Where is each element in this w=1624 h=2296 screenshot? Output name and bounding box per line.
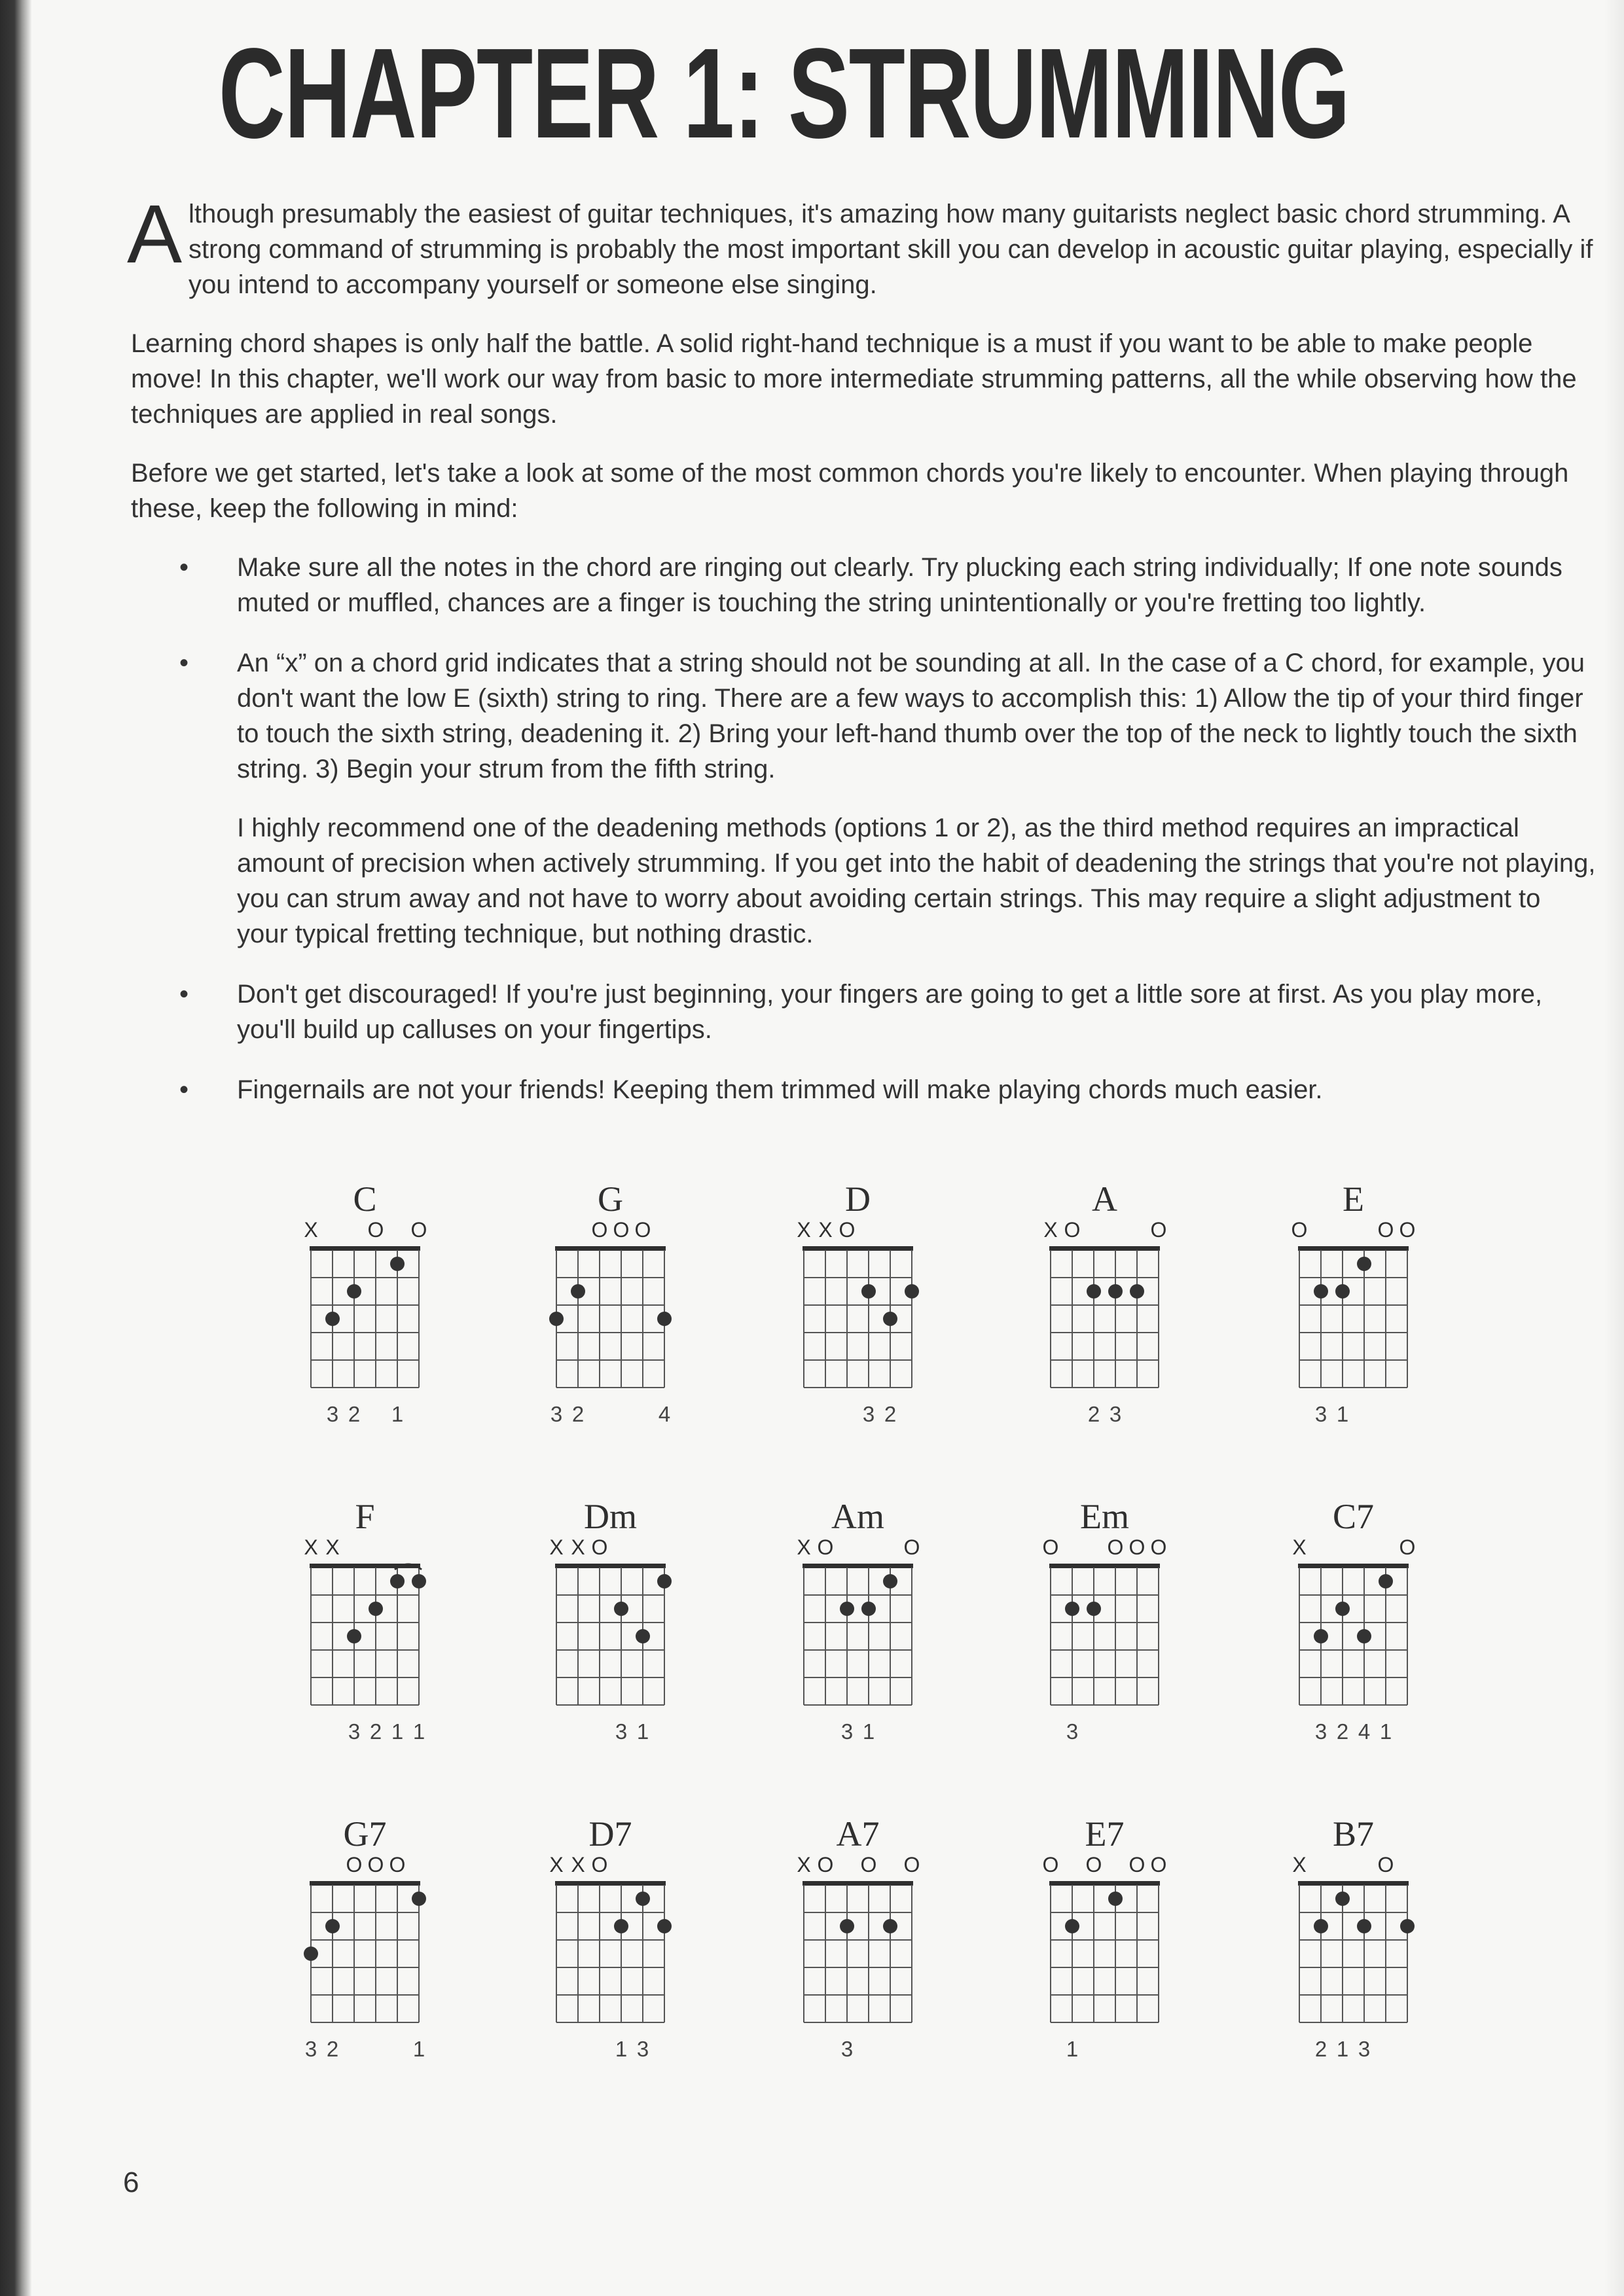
finger-dot bbox=[390, 1257, 405, 1271]
chord-name: Dm bbox=[584, 1497, 637, 1536]
fingering-number: 1 bbox=[412, 2037, 425, 2061]
tips-list-item-followup: I highly recommend one of the deadening methods (options 1 or 2), as the third method requires an impractical amount of precision when actively strumming. If you get into the habit of deadening the strings that you're not playing, you can strum away and not have to worry about avoiding certain strings. This may require a slight adjustment to your typical fretting technique, but nothing drastic. bbox=[237, 814, 1596, 948]
chord-nut bbox=[1049, 1564, 1160, 1568]
fingering-number: 3 bbox=[636, 2037, 649, 2061]
chord-diagram bbox=[304, 1497, 426, 1744]
muted-string-marker: X bbox=[1292, 1853, 1307, 1876]
finger-dot bbox=[883, 1574, 897, 1588]
fingering-number: 1 bbox=[1379, 1719, 1392, 1744]
chord-name: A bbox=[1092, 1179, 1117, 1219]
chord-diagram bbox=[1291, 1179, 1416, 1426]
fingering-number: 3 bbox=[840, 1719, 854, 1744]
finger-dot bbox=[905, 1284, 919, 1299]
intro-paragraph-2: Learning chord shapes is only half the battle. A solid right-hand technique is a must if you want to be able to make people move! In this chapter, we'll work our way from basic to more intermediate strumming patterns, all the while observing how the techniques are applied in real songs. bbox=[131, 329, 1577, 429]
open-string-marker: O bbox=[1377, 1853, 1394, 1876]
finger-dot bbox=[883, 1919, 897, 1933]
open-string-marker: O bbox=[817, 1535, 834, 1559]
open-string-marker: O bbox=[860, 1853, 877, 1876]
chord-diagram bbox=[1292, 1814, 1415, 2061]
open-string-marker: O bbox=[1150, 1853, 1167, 1876]
intro-paragraph-3: Before we get started, let's take a look at some of the most common chords you're likely to encounter. When playing through these, keep the following in mind: bbox=[131, 459, 1569, 523]
finger-dot bbox=[1335, 1892, 1350, 1906]
chord-diagram bbox=[1043, 1497, 1167, 1744]
fingering-number: 1 bbox=[1336, 2037, 1349, 2061]
finger-dot bbox=[1400, 1919, 1415, 1933]
finger-dot bbox=[1087, 1602, 1101, 1616]
fingering-number: 2 bbox=[884, 1402, 897, 1426]
drop-cap: A bbox=[127, 188, 183, 280]
chord-name: B7 bbox=[1332, 1814, 1375, 1854]
fingering-number: 3 bbox=[304, 2037, 317, 2061]
fingering-number: 2 bbox=[348, 1402, 361, 1426]
open-string-marker: O bbox=[1064, 1218, 1081, 1242]
fingering-number: 4 bbox=[1358, 1719, 1371, 1744]
chord-name: E7 bbox=[1085, 1814, 1125, 1854]
tips-list-item-text: Make sure all the notes in the chord are ringing out clearly. Try plucking each string individually; If one note sounds muted or muffled, chances are a finger is touching the string unintentionally or you're fretting too lightly. bbox=[237, 553, 1562, 617]
tips-list-item-text: Don't get discouraged! If you're just beginning, your fingers are going to get a little sore at first. As you play more, you'll build up calluses on your fingertips. bbox=[237, 980, 1543, 1044]
finger-dot bbox=[1065, 1602, 1079, 1616]
chord-nut bbox=[555, 1881, 666, 1886]
finger-dot bbox=[840, 1919, 854, 1933]
chord-name: Am bbox=[831, 1497, 884, 1536]
fingering-number: 3 bbox=[615, 1719, 628, 1744]
muted-string-marker: X bbox=[797, 1853, 811, 1876]
fingering-number: 3 bbox=[1314, 1719, 1327, 1744]
chord-nut bbox=[1298, 1246, 1409, 1251]
fingering-number: 3 bbox=[1314, 1402, 1327, 1426]
finger-dot bbox=[1108, 1892, 1123, 1906]
chord-name: Em bbox=[1080, 1497, 1129, 1536]
finger-dot bbox=[1065, 1919, 1079, 1933]
muted-string-marker: X bbox=[797, 1535, 811, 1559]
fingering-number: 3 bbox=[348, 1719, 361, 1744]
chord-nut bbox=[1298, 1564, 1409, 1568]
fingering-number: 2 bbox=[1087, 1402, 1100, 1426]
open-string-marker: O bbox=[346, 1853, 363, 1876]
open-string-marker: O bbox=[1042, 1853, 1059, 1876]
chord-diagram bbox=[797, 1814, 920, 2061]
finger-dot bbox=[571, 1284, 585, 1299]
muted-string-marker: X bbox=[325, 1535, 340, 1559]
finger-dot bbox=[1314, 1629, 1328, 1643]
muted-string-marker: X bbox=[1292, 1535, 1307, 1559]
chord-diagram bbox=[549, 1179, 672, 1426]
tips-list-item-text: Fingernails are not your friends! Keeping them trimmed will make playing chords much easier. bbox=[237, 1075, 1323, 1104]
finger-dot bbox=[390, 1574, 405, 1588]
finger-dot bbox=[325, 1312, 340, 1326]
page-number: 6 bbox=[123, 2166, 139, 2198]
fingering-number: 1 bbox=[1066, 2037, 1079, 2061]
muted-string-marker: X bbox=[818, 1218, 833, 1242]
chord-name: F bbox=[355, 1497, 375, 1536]
finger-dot bbox=[657, 1574, 672, 1588]
chord-nut bbox=[310, 1246, 420, 1251]
fingering-number: 1 bbox=[1336, 1402, 1349, 1426]
chord-name: A7 bbox=[836, 1814, 880, 1854]
finger-dot bbox=[1314, 1284, 1328, 1299]
open-string-marker: O bbox=[591, 1535, 608, 1559]
finger-dot bbox=[1357, 1919, 1371, 1933]
finger-dot bbox=[1357, 1257, 1371, 1271]
open-string-marker: O bbox=[389, 1853, 406, 1876]
finger-dot bbox=[325, 1919, 340, 1933]
tips-list-item-text: An “x” on a chord grid indicates that a string should not be sounding at all. In the case of a C chord, for example, you don't want the low E (sixth) string to ring. There are a few ways to accomplish this: 1) Allow the tip of your third finger to touch the sixth string, deadening it. 2) Bring your left-hand thumb over the top of the neck to lightly touch the sixth string. 3) Begin your strum from the fifth string. bbox=[237, 649, 1585, 783]
fingering-number: 3 bbox=[840, 2037, 854, 2061]
fingering-number: 3 bbox=[1358, 2037, 1371, 2061]
open-string-marker: O bbox=[634, 1218, 651, 1242]
chord-diagram bbox=[304, 1179, 427, 1426]
finger-dot bbox=[861, 1602, 876, 1616]
chord-nut bbox=[803, 1881, 913, 1886]
finger-dot bbox=[1379, 1574, 1393, 1588]
fingering-number: 1 bbox=[636, 1719, 649, 1744]
finger-dot bbox=[369, 1602, 383, 1616]
open-string-marker: O bbox=[839, 1218, 856, 1242]
finger-dot bbox=[304, 1946, 318, 1961]
open-string-marker: O bbox=[1128, 1853, 1146, 1876]
open-string-marker: O bbox=[1150, 1535, 1167, 1559]
chord-nut bbox=[555, 1246, 666, 1251]
bullet-marker: • bbox=[179, 649, 189, 677]
chord-nut bbox=[1049, 1246, 1160, 1251]
muted-string-marker: X bbox=[304, 1535, 318, 1559]
fingering-number: 1 bbox=[615, 2037, 628, 2061]
fingering-number: 1 bbox=[862, 1719, 875, 1744]
fingering-number: 3 bbox=[1109, 1402, 1122, 1426]
finger-dot bbox=[657, 1919, 672, 1933]
fingering-number: 2 bbox=[326, 2037, 339, 2061]
open-string-marker: O bbox=[903, 1535, 920, 1559]
finger-dot bbox=[1335, 1602, 1350, 1616]
open-string-marker: O bbox=[1399, 1535, 1416, 1559]
fingering-number: 3 bbox=[862, 1402, 875, 1426]
finger-dot bbox=[861, 1284, 876, 1299]
open-string-marker: O bbox=[591, 1218, 608, 1242]
muted-string-marker: X bbox=[1043, 1218, 1058, 1242]
bullet-marker: • bbox=[179, 980, 189, 1009]
finger-dot bbox=[549, 1312, 564, 1326]
chord-diagram bbox=[797, 1497, 920, 1744]
muted-string-marker: X bbox=[549, 1535, 564, 1559]
fingering-number: 3 bbox=[1066, 1719, 1079, 1744]
chord-name: G7 bbox=[343, 1814, 387, 1854]
muted-string-marker: X bbox=[797, 1218, 811, 1242]
fingering-number: 1 bbox=[391, 1402, 404, 1426]
fingering-number: 3 bbox=[550, 1402, 563, 1426]
chord-name: C bbox=[353, 1179, 377, 1219]
fingering-number: 2 bbox=[1314, 2037, 1327, 2061]
chord-nut bbox=[555, 1564, 666, 1568]
chord-diagram bbox=[304, 1814, 426, 2061]
open-string-marker: O bbox=[817, 1853, 834, 1876]
open-string-marker: O bbox=[1085, 1853, 1102, 1876]
open-string-marker: O bbox=[410, 1218, 427, 1242]
chapter-title: CHAPTER 1: STRUMMING bbox=[218, 22, 1350, 165]
finger-dot bbox=[1087, 1284, 1101, 1299]
finger-dot bbox=[1108, 1284, 1123, 1299]
fingering-number: 2 bbox=[1336, 1719, 1349, 1744]
finger-dot bbox=[614, 1602, 628, 1616]
finger-dot bbox=[840, 1602, 854, 1616]
chord-nut bbox=[310, 1881, 420, 1886]
finger-dot bbox=[347, 1284, 361, 1299]
chord-name: G bbox=[598, 1179, 623, 1219]
open-string-marker: O bbox=[1377, 1218, 1394, 1242]
finger-dot bbox=[412, 1892, 426, 1906]
muted-string-marker: X bbox=[571, 1853, 585, 1876]
open-string-marker: O bbox=[367, 1218, 384, 1242]
chord-nut bbox=[803, 1246, 913, 1251]
chord-diagram bbox=[797, 1179, 919, 1426]
chord-name: D bbox=[845, 1179, 871, 1219]
chord-diagram bbox=[1292, 1497, 1415, 1744]
open-string-marker: O bbox=[591, 1853, 608, 1876]
finger-dot bbox=[347, 1629, 361, 1643]
fingering-number: 1 bbox=[391, 1719, 404, 1744]
chord-diagram bbox=[1043, 1179, 1166, 1426]
bullet-marker: • bbox=[179, 1075, 189, 1104]
fingering-number: 4 bbox=[658, 1402, 671, 1426]
chord-name: D7 bbox=[588, 1814, 632, 1854]
fingering-number: 2 bbox=[369, 1719, 382, 1744]
fingering-number: 3 bbox=[326, 1402, 339, 1426]
open-string-marker: O bbox=[613, 1218, 630, 1242]
open-string-marker: O bbox=[1107, 1535, 1124, 1559]
finger-dot bbox=[657, 1312, 672, 1326]
finger-dot bbox=[1357, 1629, 1371, 1643]
finger-dot bbox=[883, 1312, 897, 1326]
finger-dot bbox=[614, 1919, 628, 1933]
finger-dot bbox=[1335, 1284, 1350, 1299]
chord-nut bbox=[1298, 1881, 1409, 1886]
open-string-marker: O bbox=[903, 1853, 920, 1876]
finger-dot bbox=[636, 1629, 650, 1643]
chord-diagram bbox=[1043, 1814, 1167, 2061]
chord-diagram bbox=[549, 1814, 672, 2061]
chord-name: E bbox=[1343, 1179, 1364, 1219]
finger-dot bbox=[1130, 1284, 1144, 1299]
muted-string-marker: X bbox=[571, 1535, 585, 1559]
open-string-marker: O bbox=[1128, 1535, 1146, 1559]
fingering-number: 2 bbox=[571, 1402, 585, 1426]
muted-string-marker: X bbox=[549, 1853, 564, 1876]
finger-dot bbox=[1314, 1919, 1328, 1933]
chord-nut bbox=[1049, 1881, 1160, 1886]
bullet-marker: • bbox=[179, 553, 189, 582]
open-string-marker: O bbox=[367, 1853, 384, 1876]
open-string-marker: O bbox=[1291, 1218, 1308, 1242]
chord-name: C7 bbox=[1332, 1497, 1375, 1536]
finger-dot bbox=[636, 1892, 650, 1906]
chord-nut bbox=[803, 1564, 913, 1568]
chord-diagram bbox=[549, 1497, 672, 1744]
fingering-number: 1 bbox=[412, 1719, 425, 1744]
muted-string-marker: X bbox=[304, 1218, 318, 1242]
finger-dot bbox=[412, 1574, 426, 1588]
open-string-marker: O bbox=[1042, 1535, 1059, 1559]
intro-paragraph-1-text: lthough presumably the easiest of guitar techniques, it's amazing how many guitarists neglect basic chord strumming. A strong command of strumming is probably the most important skill you can develop in acoustic guitar playing, especially if you intend to accompany yourself or someone else singing. bbox=[189, 200, 1593, 299]
open-string-marker: O bbox=[1399, 1218, 1416, 1242]
open-string-marker: O bbox=[1150, 1218, 1167, 1242]
